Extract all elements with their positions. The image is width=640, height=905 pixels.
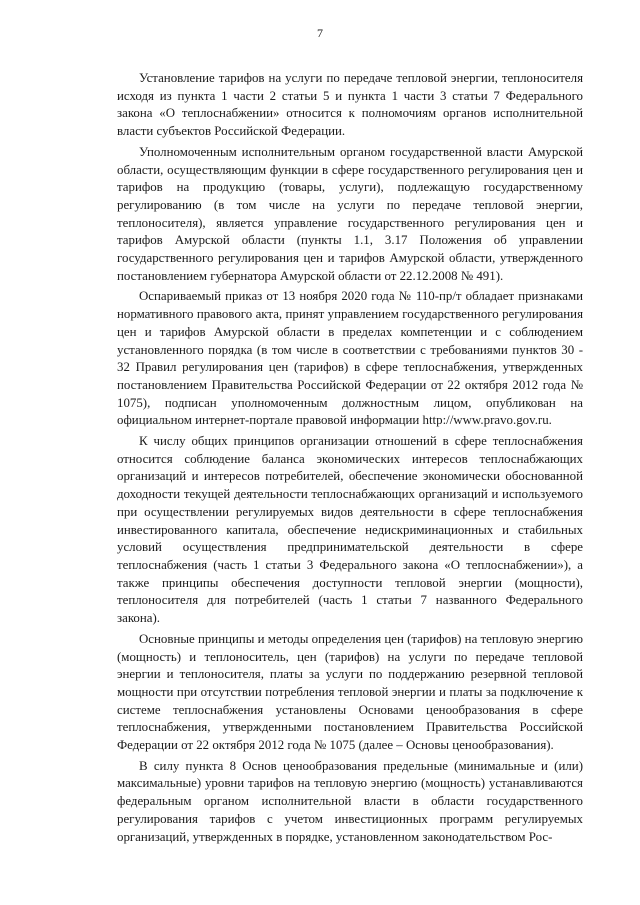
paragraph-contested-order: Оспариваемый приказ от 13 ноября 2020 года № 110-пр/т обладает признаками нормативного правового акта, принят управлением государственного регулирования цен и тарифов Амурской области в пределах компетенции и с соблюдением установленного порядка (в том числе в соответствии с требованиями пунктов 30 - 32 Правил регулирования цен (тарифов) в сфере теплоснабжения, утвержденных постановлением Правительства Российской Федерации от 22 октября 2012 года № 1075), подписан уполномоченным должностным лицом, опубликован на официальном интернет-портале правовой информации http://www.pravo.gov.ru. xyxy=(117,289,583,428)
document-body xyxy=(117,70,583,846)
paragraph-general-principles: К числу общих принципов организации отношений в сфере теплоснабжения относится соблюдение баланса экономических интересов теплоснабжающих организаций и интересов потребителей, обеспечение экономически обоснованной доходности текущей деятельности теплоснабжающих организаций и используемого при осуществлении регулируемых видов деятельности в сфере теплоснабжения инвестированного капитала, обеспечение недискриминационных и стабильных условий осуществления предпринимательской деятельности в сфере теплоснабжения (часть 1 статьи 3 Федерального закона «О теплоснабжении»), а также принципы обеспечения доступности тепловой энергии (мощности), теплоносителя для потребителей (часть 1 статьи 7 названного Федерального закона). xyxy=(117,434,583,626)
paragraph-pricing-methods: Основные принципы и методы определения цен (тарифов) на тепловую энергию (мощность) и теплоноситель, цен (тарифов) на услуги по передаче тепловой энергии и теплоносителя, платы за услуги по поддержанию резервной тепловой мощности при отсутствии потребления тепловой энергии и платы за подключение к системе теплоснабжения установлены Основами ценообразования в сфере теплоснабжения, утвержденными постановлением Правительства Российской Федерации от 22 октября 2012 года № 1075 (далее – Основы ценообразования). xyxy=(117,631,584,753)
paragraph-tariff-authority: Установление тарифов на услуги по передаче тепловой энергии, теплоносителя исходя из пункта 1 части 2 статьи 5 и пункта 1 части 3 статьи 7 Федерального закона «О теплоснабжении» относится к полномочиям органов исполнительной власти субъектов Российской Федерации. xyxy=(117,71,583,139)
page-number: 7 xyxy=(317,26,323,40)
paragraph-authorized-body: Уполномоченным исполнительным органом государственной власти Амурской области, осуществляющим функции в сфере государственного регулирования цен и тарифов на продукцию (товары, услуги), подлежащую государственному регулированию (в том числе на услуги по передаче тепловой энергии, теплоносителя), является управление государственного регулирования цен и тарифов Амурской области (пункты 1.1, 3.17 Положения об управлении государственного регулирования цен и тарифов Амурской области, утвержденного постановлением губернатора Амурской области от 22.12.2008 № 491). xyxy=(117,144,583,283)
paragraph-pricing-basics: В силу пункта 8 Основ ценообразования предельные (минимальные и (или) максимальные) уровни тарифов на тепловую энергию (мощность) устанавливаются федеральным органом исполнительной власти в области государственного регулирования тарифов с учетом инвестиционных программ регулируемых организаций, утвержденных в порядке, установленном законодательством Рос- xyxy=(117,758,583,844)
